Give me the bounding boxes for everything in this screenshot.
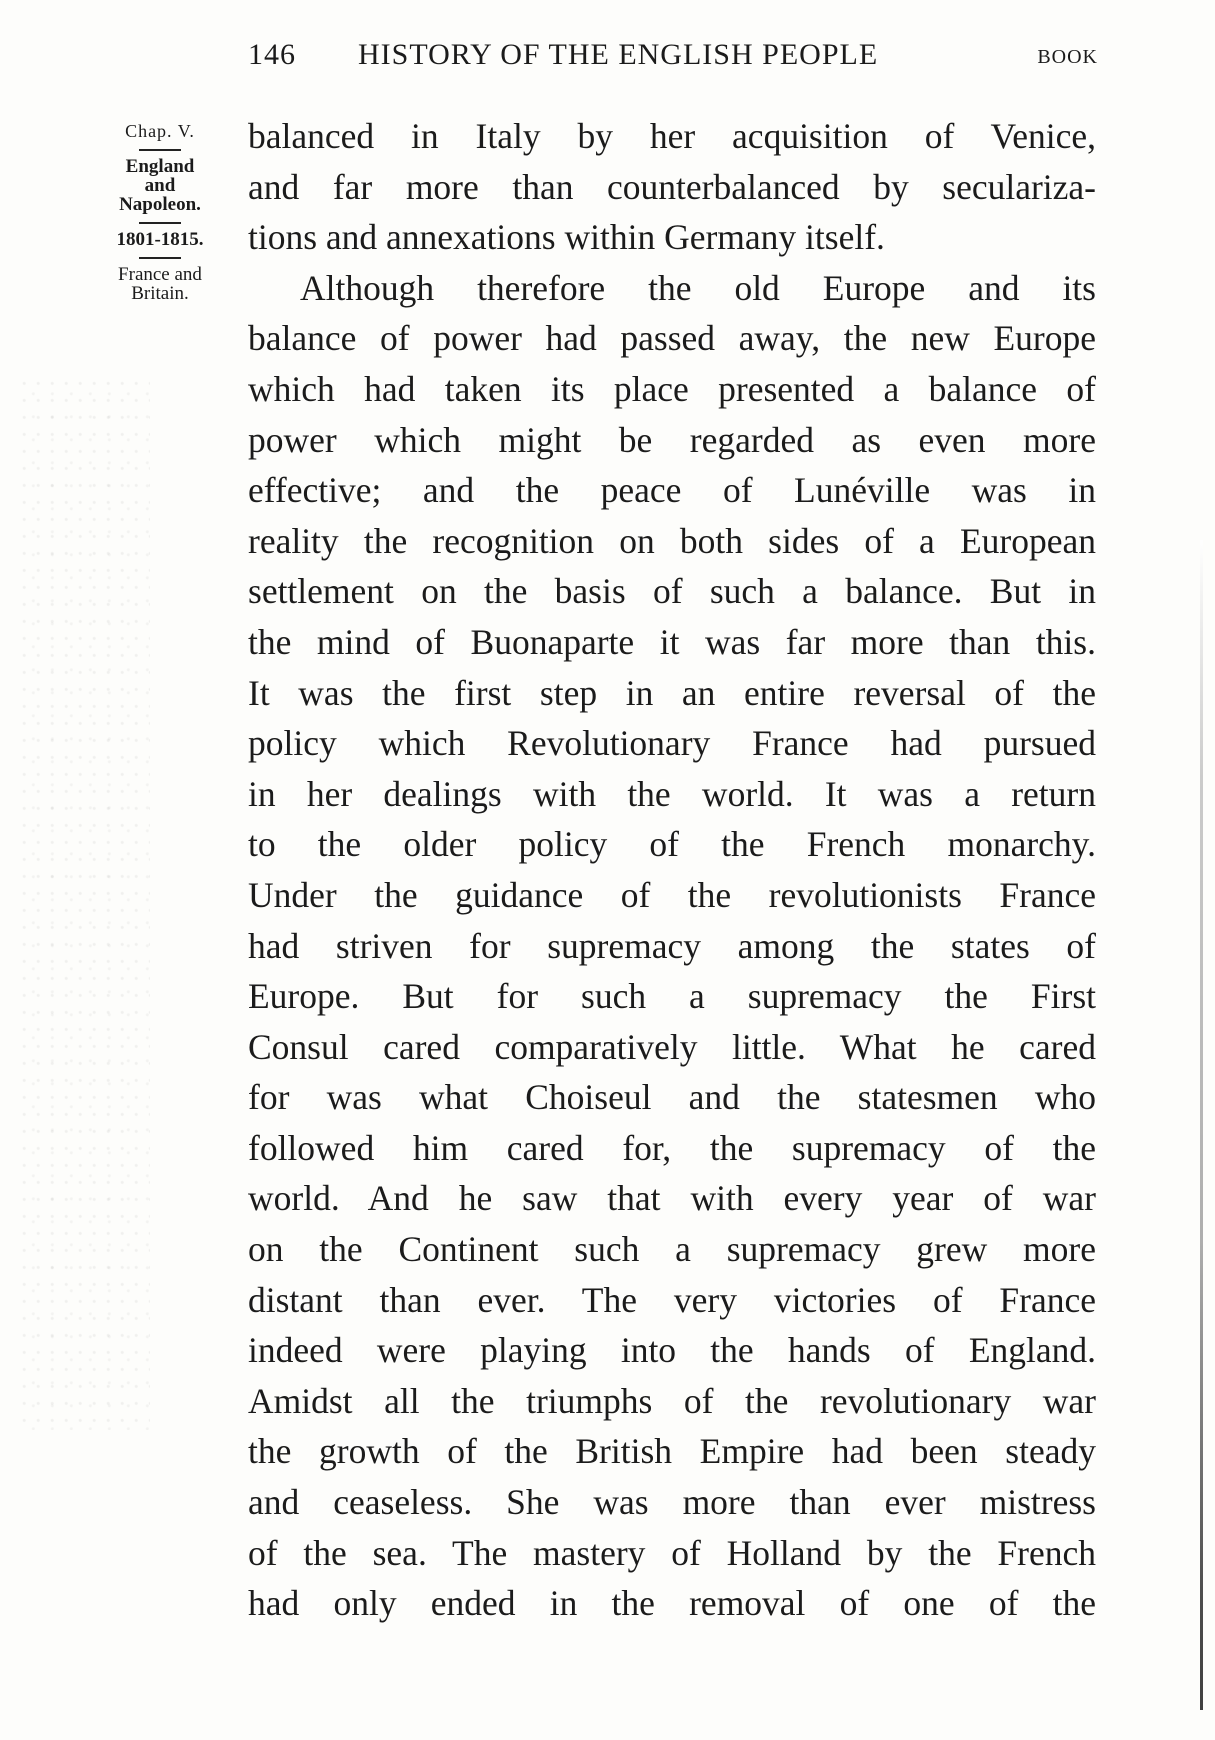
text-line: distant than ever. The very victories of France (248, 1279, 1096, 1320)
text-line: settlement on the basis of such a balance. But in (248, 571, 1096, 612)
text-line: on the Continent such a supremacy grew more (248, 1229, 1096, 1270)
text-line: to the older policy of the French monarchy. (248, 824, 1096, 865)
topic-line-3: Napoleon. (119, 194, 201, 215)
text-line: of the sea. The mastery of Holland by the French (248, 1532, 1096, 1573)
text-line: balanced in Italy by her acquisition of Venice, (248, 116, 1096, 156)
date-range: 1801-1815. (116, 229, 204, 250)
text-line: reality the recognition on both sides of a European (248, 520, 1096, 561)
subject-line-1: France and (118, 264, 202, 285)
text-line: had striven for supremacy among the states of (248, 925, 1096, 966)
chapter-label: Chap. V. (125, 121, 195, 141)
text-line: world. And he saw that with every year of war (248, 1178, 1096, 1219)
margin-notes (90, 122, 230, 303)
margin-rule (139, 257, 181, 259)
text-line: Under the guidance of the revolutionists France (248, 874, 1096, 915)
margin-rule (139, 222, 181, 224)
text-line: Europe. But for such a supremacy the First (248, 976, 1096, 1017)
text-line: the growth of the British Empire had been steady (248, 1431, 1096, 1472)
topic-line-1: England (125, 156, 195, 177)
text-line: and ceaseless. She was more than ever mistress (248, 1482, 1096, 1523)
text-line: power which might be regarded as even more (248, 419, 1096, 460)
text-line: effective; and the peace of Lunéville was in (248, 470, 1096, 511)
running-header (248, 38, 1098, 78)
text-line: balance of power had passed away, the new Europe (248, 318, 1096, 359)
text-line: and far more than counterbalanced by seculariza- (248, 166, 1096, 207)
text-line: for was what Choiseul and the statesmen who (248, 1077, 1096, 1118)
text-line: had only ended in the removal of one of the (248, 1583, 1096, 1624)
paper-speckle (20, 380, 150, 1430)
page-edge-shadow (1200, 540, 1203, 1710)
page-number: 146 (248, 38, 296, 71)
text-line: the mind of Buonaparte it was far more than this. (248, 621, 1096, 662)
body-text (248, 111, 1096, 1629)
margin-rule (139, 149, 181, 151)
subject-line-2: Britain. (131, 283, 189, 304)
text-line: tions and annexations within Germany itself. (248, 217, 885, 258)
topic-line-2: and (144, 175, 176, 196)
text-line: policy which Revolutionary France had pursued (248, 723, 1096, 764)
text-line: Although therefore the old Europe and its (300, 267, 1096, 308)
text-line: in her dealings with the world. It was a return (248, 773, 1096, 814)
book-label: BOOK (1037, 46, 1098, 68)
text-line: followed him cared for, the supremacy of the (248, 1127, 1096, 1168)
text-line: indeed were playing into the hands of England. (248, 1330, 1096, 1371)
running-title: HISTORY OF THE ENGLISH PEOPLE (358, 38, 879, 71)
text-line: Amidst all the triumphs of the revolutionary war (248, 1380, 1096, 1421)
text-line: It was the first step in an entire reversal of the (248, 672, 1096, 713)
text-line: Consul cared comparatively little. What he cared (248, 1026, 1096, 1067)
text-line: which had taken its place presented a balance of (248, 368, 1096, 409)
